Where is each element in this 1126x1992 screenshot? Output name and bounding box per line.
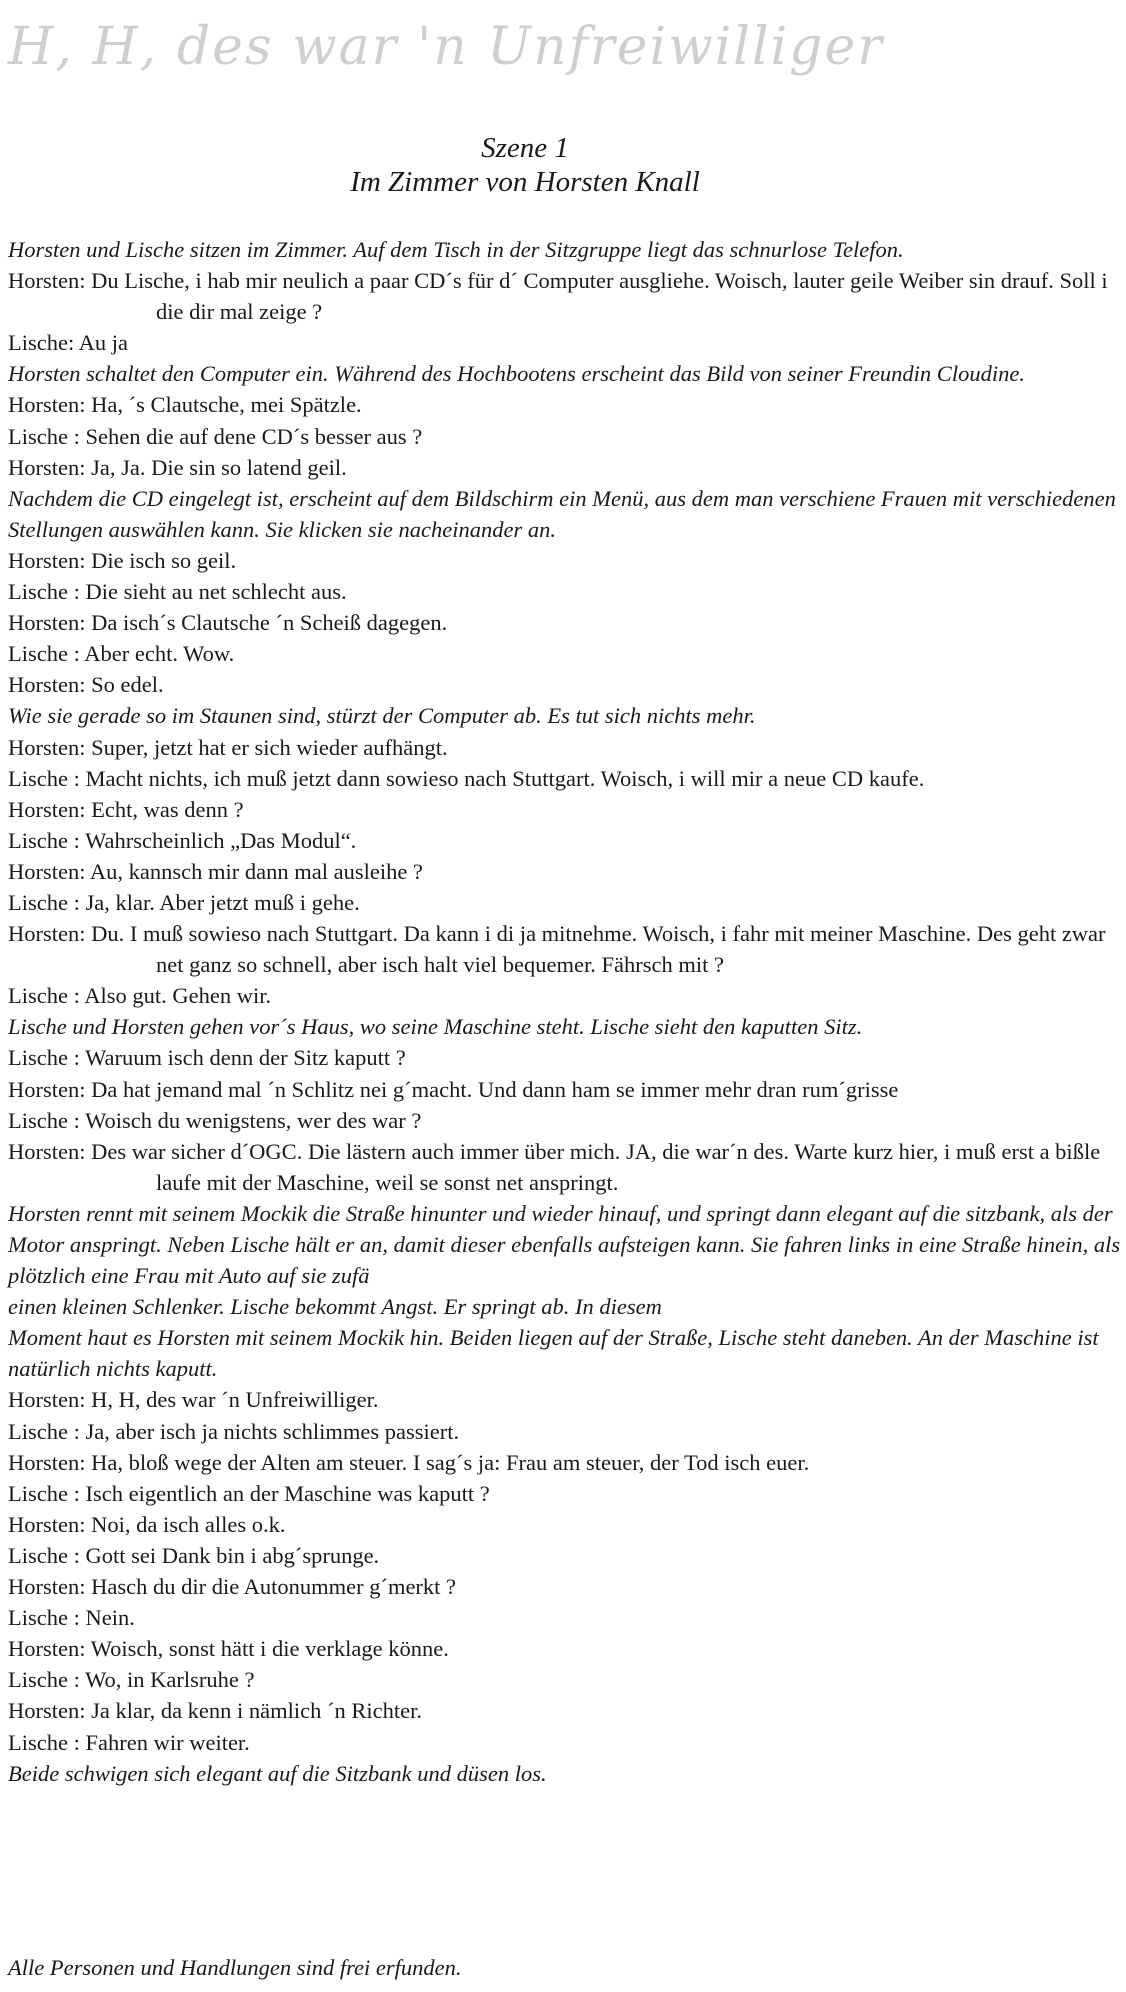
- dialogue-text: Gott sei Dank bin i abg´sprunge.: [85, 1542, 380, 1568]
- stage-direction: Horsten rennt mit seinem Mockik die Straße hinunter und wieder hinauf, und springt dann elegant auf die sitzbank, als der Motor anspringt. Neben Lische hält er an, damit dieser ebenfalls aufsteigen kann. Sie fahren links in eine Straße hinein, als plötzlich eine Frau mit Auto auf sie zufä: [8, 1200, 1121, 1289]
- speaker-name: Horsten:: [8, 672, 86, 698]
- speaker-name: Lische :: [8, 579, 80, 605]
- dialogue-text: Also gut. Gehen wir.: [84, 983, 272, 1009]
- speaker-name: Horsten:: [8, 796, 86, 822]
- speaker-name: Horsten:: [8, 392, 86, 418]
- dialogue-line: [8, 389, 1123, 420]
- dialogue-text: Ja, aber isch ja nichts schlimmes passiert.: [85, 1418, 460, 1444]
- scene-subtitle: Im Zimmer von Horsten Knall: [350, 166, 700, 198]
- dialogue-line: [8, 1695, 1123, 1726]
- speaker-name: Lische :: [8, 1480, 80, 1506]
- speaker-name: Lische :: [8, 1045, 80, 1071]
- dialogue-line: [8, 980, 1123, 1011]
- dialogue-line: [8, 918, 1123, 980]
- dialogue-text: Wahrscheinlich „Das Modul“.: [85, 827, 357, 853]
- dialogue-line: [8, 1384, 1123, 1415]
- handwritten-title: H, H, des war 'n Unfreiwilliger: [8, 17, 885, 77]
- speaker-name: Lische :: [8, 1107, 80, 1133]
- stage-direction: Lische und Horsten gehen vor´s Haus, wo seine Maschine steht. Lische sieht den kaputten Sitz.: [8, 1014, 863, 1040]
- speaker-name: Horsten:: [8, 1636, 86, 1662]
- dialogue-text: Woisch du wenigstens, wer des war ?: [85, 1107, 422, 1133]
- dialogue-line: [8, 1105, 1123, 1136]
- speaker-name: Lische :: [8, 765, 80, 791]
- speaker-name: Horsten:: [8, 734, 86, 760]
- stage-direction: einen kleinen Schlenker. Lische bekommt Angst. Er springt ab. In diesem: [8, 1294, 662, 1320]
- dialogue-text: Woisch, sonst hätt i die verklage könne.: [90, 1636, 449, 1662]
- dialogue-text: Des war sicher d´OGC. Die lästern auch immer über mich. JA, die war´n des. Warte kurz hier, i muß erst a bißle laufe mit der Maschine, weil se sonst net anspringt.: [91, 1138, 1101, 1195]
- dialogue-text: Ha, bloß wege der Alten am steuer. I sag´s ja: Frau am steuer, der Tod isch euer.: [91, 1449, 810, 1475]
- dialogue-text: Da isch´s Clautsche ´n Scheiß dagegen.: [91, 610, 448, 636]
- speaker-name: Lische :: [8, 1667, 80, 1693]
- speaker-name: Horsten:: [8, 454, 86, 480]
- dialogue-line: [8, 732, 1123, 763]
- dialogue-line: [8, 1416, 1123, 1447]
- speaker-name: Horsten:: [8, 921, 86, 947]
- dialogue-text: Die sieht au net schlecht aus.: [85, 579, 347, 605]
- dialogue-text: Ja klar, da kenn i nämlich ´n Richter.: [91, 1698, 423, 1724]
- dialogue-line: [8, 265, 1123, 327]
- speaker-name: Horsten:: [8, 547, 86, 573]
- dialogue-text: Waruum isch denn der Sitz kaputt ?: [85, 1045, 406, 1071]
- dialogue-line: [8, 452, 1123, 483]
- speaker-name: Lische :: [8, 1605, 80, 1631]
- scene-title: Szene 1: [481, 132, 569, 164]
- speaker-name: Horsten:: [8, 610, 86, 636]
- speaker-name: Lische :: [8, 1418, 80, 1444]
- dialogue-line: [8, 1074, 1123, 1105]
- dialogue-line: [8, 1136, 1123, 1198]
- dialogue-line: [8, 669, 1123, 700]
- dialogue-text: Fahren wir weiter.: [85, 1729, 250, 1755]
- dialogue-text: So edel.: [91, 672, 164, 698]
- dialogue-line: [8, 1664, 1123, 1695]
- stage-direction: Wie sie gerade so im Staunen sind, stürzt der Computer ab. Es tut sich nichts mehr.: [8, 703, 756, 729]
- dialogue-text: Wo, in Karlsruhe ?: [85, 1667, 255, 1693]
- stage-direction: Horsten schaltet den Computer ein. Während des Hochbootens erscheint das Bild von seiner Freundin Cloudine.: [8, 361, 1025, 387]
- dialogue-line: [8, 1727, 1123, 1758]
- dialogue-line: [8, 763, 1123, 794]
- dialogue-line: [8, 327, 1123, 358]
- speaker-name: Lische :: [8, 423, 80, 449]
- dialogue-text: Die isch so geil.: [91, 547, 237, 573]
- speaker-name: Horsten:: [8, 1511, 86, 1537]
- speaker-name: Horsten:: [8, 268, 86, 294]
- dialogue-text: Da hat jemand mal ´n Schlitz nei g´macht. Und dann ham se immer mehr dran rum´grisse: [91, 1076, 899, 1102]
- stage-direction: Beide schwigen sich elegant auf die Sitzbank und düsen los.: [8, 1760, 547, 1786]
- speaker-name: Horsten:: [8, 1449, 86, 1475]
- dialogue-line: [8, 1540, 1123, 1571]
- dialogue-text: Ja, Ja. Die sin so latend geil.: [91, 454, 347, 480]
- footer-note: Alle Personen und Handlungen sind frei erfunden.: [8, 1955, 462, 1980]
- dialogue-line: [8, 887, 1123, 918]
- dialogue-text: Hasch du dir die Autonummer g´merkt ?: [91, 1574, 457, 1600]
- speaker-name: Lische :: [8, 983, 80, 1009]
- speaker-name: Horsten:: [8, 858, 86, 884]
- dialogue-text: Aber echt. Wow.: [84, 641, 235, 667]
- dialogue-text: Du. I muß sowieso nach Stuttgart. Da kann i di ja mitnehme. Woisch, i fahr mit meiner Maschine. Des geht zwar net ganz so schnell, aber isch halt viel bequemer. Fährsch mit ?: [91, 921, 1106, 978]
- speaker-name: Lische :: [8, 1542, 80, 1568]
- dialogue-text: Sehen die auf dene CD´s besser aus ?: [85, 423, 423, 449]
- stage-direction: Horsten und Lische sitzen im Zimmer. Auf dem Tisch in der Sitzgruppe liegt das schnurlose Telefon.: [8, 237, 904, 262]
- speaker-name: Horsten:: [8, 1698, 86, 1724]
- dialogue-line: [8, 1509, 1123, 1540]
- dialogue-text: Macht nichts, ich muß jetzt dann sowieso nach Stuttgart. Woisch, i will mir a neue CD kaufe.: [85, 765, 925, 791]
- dialogue-text: Du Lische, i hab mir neulich a paar CD´s für d´ Computer ausgliehe. Woisch, lauter geile Weiber sin drauf. Soll i die dir mal zeige ?: [91, 268, 1108, 325]
- speaker-name: Horsten:: [8, 1138, 86, 1164]
- stage-direction: Moment haut es Horsten mit seinem Mockik hin. Beiden liegen auf der Straße, Lische steht daneben. An der Maschine ist natürlich nichts kaputt.: [8, 1325, 1099, 1382]
- dialogue-line: [8, 421, 1123, 452]
- dialogue-text: Nein.: [85, 1605, 135, 1631]
- speaker-name: Lische :: [8, 827, 80, 853]
- dialogue-line: [8, 1478, 1123, 1509]
- dialogue-line: [8, 1447, 1123, 1478]
- dialogue-line: [8, 1571, 1123, 1602]
- script-body: [8, 234, 1123, 1789]
- dialogue-line: [8, 825, 1123, 856]
- speaker-name: Lische :: [8, 889, 80, 915]
- dialogue-line: [8, 638, 1123, 669]
- dialogue-text: Echt, was denn ?: [91, 796, 244, 822]
- dialogue-line: [8, 1633, 1123, 1664]
- dialogue-text: Ha, ´s Clautsche, mei Spätzle.: [91, 392, 362, 418]
- dialogue-text: H, H, des war ´n Unfreiwilliger.: [91, 1387, 379, 1413]
- dialogue-text: Noi, da isch alles o.k.: [91, 1511, 286, 1537]
- dialogue-line: [8, 545, 1123, 576]
- speaker-name: Lische :: [8, 641, 80, 667]
- dialogue-text: Isch eigentlich an der Maschine was kaputt ?: [85, 1480, 490, 1506]
- stage-direction: Nachdem die CD eingelegt ist, erscheint auf dem Bildschirm ein Menü, aus dem man verschiene Frauen mit verschiedenen Stellungen auswählen kann. Sie klicken sie nacheinander an.: [8, 485, 1116, 542]
- dialogue-line: [8, 856, 1123, 887]
- speaker-name: Lische :: [8, 1729, 80, 1755]
- speaker-name: Horsten:: [8, 1076, 86, 1102]
- dialogue-line: [8, 576, 1123, 607]
- dialogue-line: [8, 794, 1123, 825]
- dialogue-text: Super, jetzt hat er sich wieder aufhängt.: [91, 734, 448, 760]
- dialogue-text: Au ja: [78, 330, 128, 356]
- speaker-name: Horsten:: [8, 1574, 86, 1600]
- dialogue-line: [8, 1602, 1123, 1633]
- dialogue-text: Au, kannsch mir dann mal ausleihe ?: [89, 858, 423, 884]
- speaker-name: Horsten:: [8, 1387, 86, 1413]
- speaker-name: Lische:: [8, 330, 75, 356]
- dialogue-line: [8, 607, 1123, 638]
- dialogue-text: Ja, klar. Aber jetzt muß i gehe.: [85, 889, 360, 915]
- dialogue-line: [8, 1042, 1123, 1073]
